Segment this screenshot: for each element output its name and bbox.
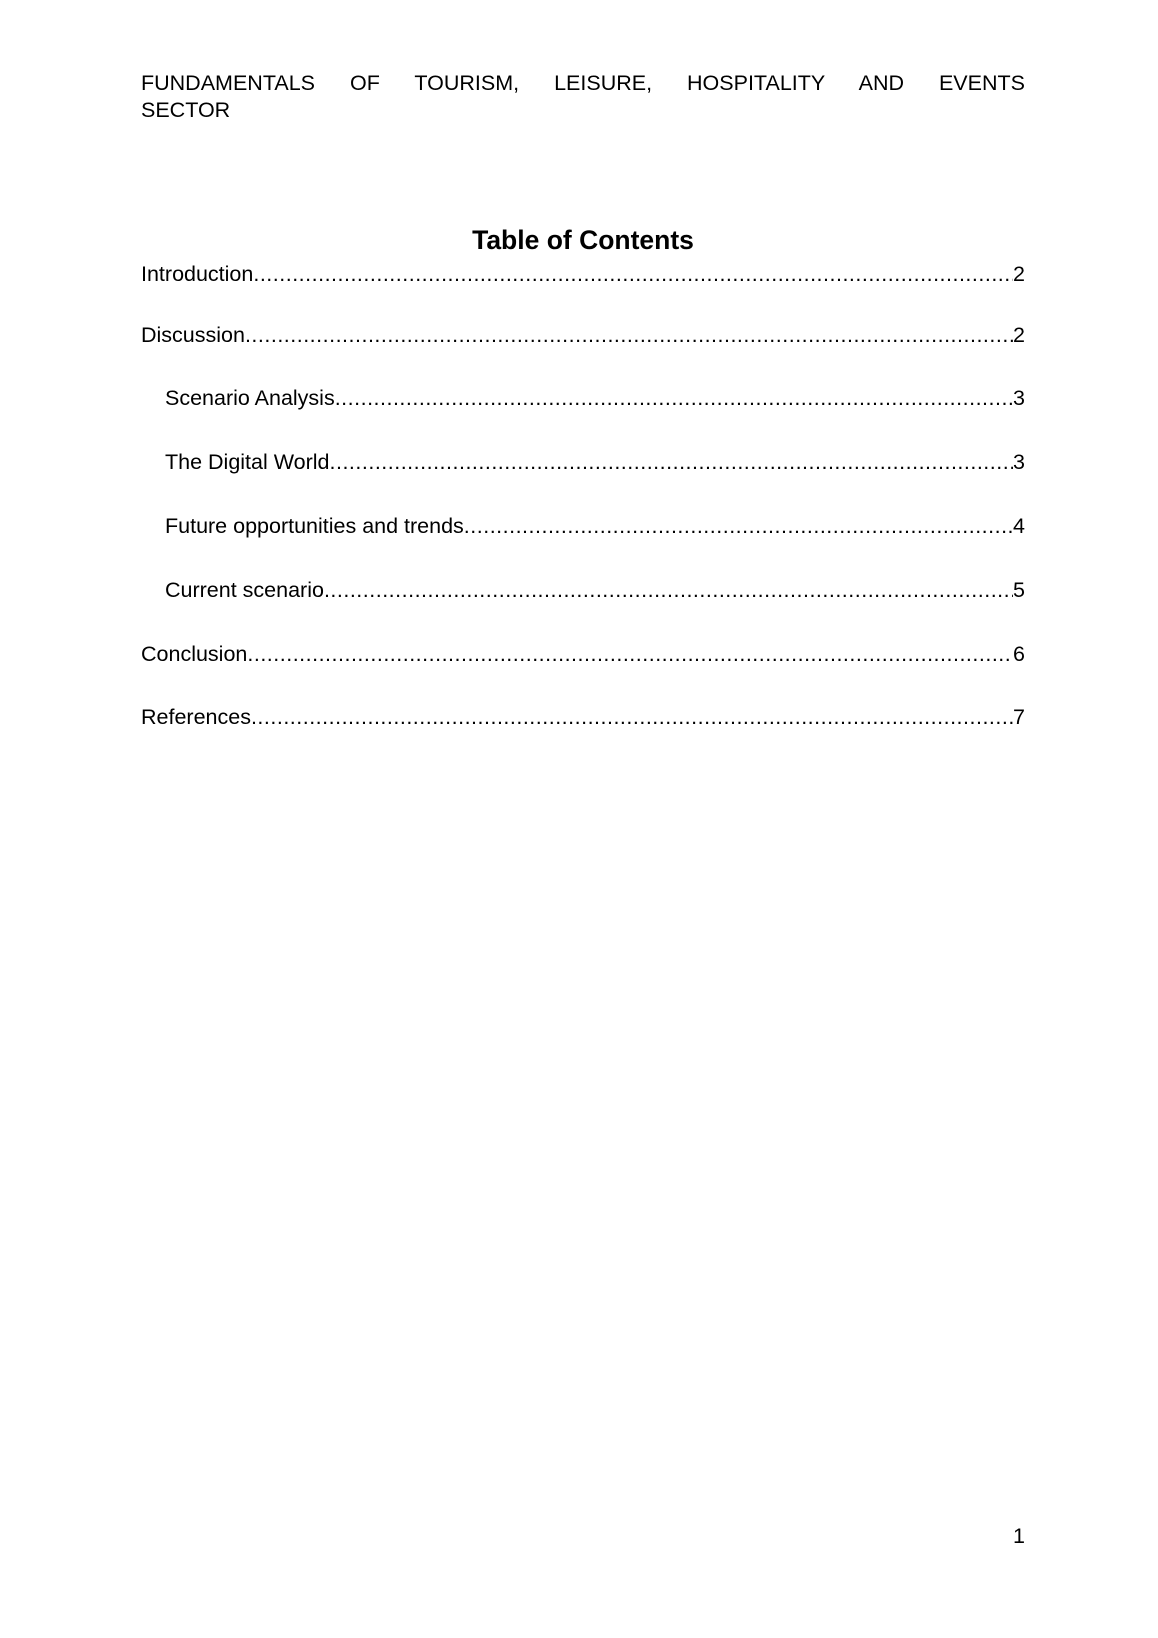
toc-entry-page: 4 <box>1013 514 1025 538</box>
toc-entry-page: 3 <box>1013 386 1025 410</box>
toc-dot-leader <box>464 512 1013 540</box>
toc-entry-label: Conclusion <box>141 642 248 666</box>
toc-entry-the-digital-world[interactable] <box>165 448 1025 476</box>
toc-dot-leader <box>253 260 1013 288</box>
toc-entry-label: Current scenario <box>165 578 324 602</box>
toc-entry-label: References <box>141 705 251 729</box>
toc-dot-leader <box>330 448 1014 476</box>
toc-title: Table of Contents <box>472 225 694 255</box>
running-header <box>141 70 1025 124</box>
toc-dot-leader <box>245 321 1013 349</box>
toc-entry-page: 5 <box>1013 578 1025 602</box>
toc-entry-page: 6 <box>1013 642 1025 666</box>
toc-entry-label: Future opportunities and trends <box>165 514 464 538</box>
page-number: 1 <box>1013 1524 1025 1548</box>
toc-entry-current-scenario[interactable] <box>165 576 1025 604</box>
toc-dot-leader <box>324 576 1013 604</box>
toc-entry-label: The Digital World <box>165 450 330 474</box>
toc-entry-scenario-analysis[interactable] <box>165 384 1025 412</box>
toc-entry-label: Introduction <box>141 262 254 286</box>
toc-entry-page: 3 <box>1013 450 1025 474</box>
toc-dot-leader <box>335 384 1013 412</box>
toc-entry-page: 7 <box>1013 705 1025 729</box>
toc-entry-discussion[interactable] <box>141 321 1025 349</box>
toc-entry-page: 2 <box>1013 262 1025 286</box>
toc-entry-references[interactable] <box>141 703 1025 731</box>
toc-entry-label: Discussion <box>141 323 245 347</box>
header-line-2: SECTOR <box>141 98 231 122</box>
toc-dot-leader <box>251 703 1013 731</box>
toc-dot-leader <box>247 640 1013 668</box>
toc-entry-introduction[interactable] <box>141 260 1025 288</box>
header-line-1: FUNDAMENTALS OF TOURISM, LEISURE, HOSPITALITY AND EVENTS <box>141 71 1025 95</box>
toc-entry-page: 2 <box>1013 323 1025 347</box>
toc-entry-future-opportunities[interactable] <box>165 512 1025 540</box>
toc-entry-conclusion[interactable] <box>141 640 1025 668</box>
toc-entry-label: Scenario Analysis <box>165 386 335 410</box>
